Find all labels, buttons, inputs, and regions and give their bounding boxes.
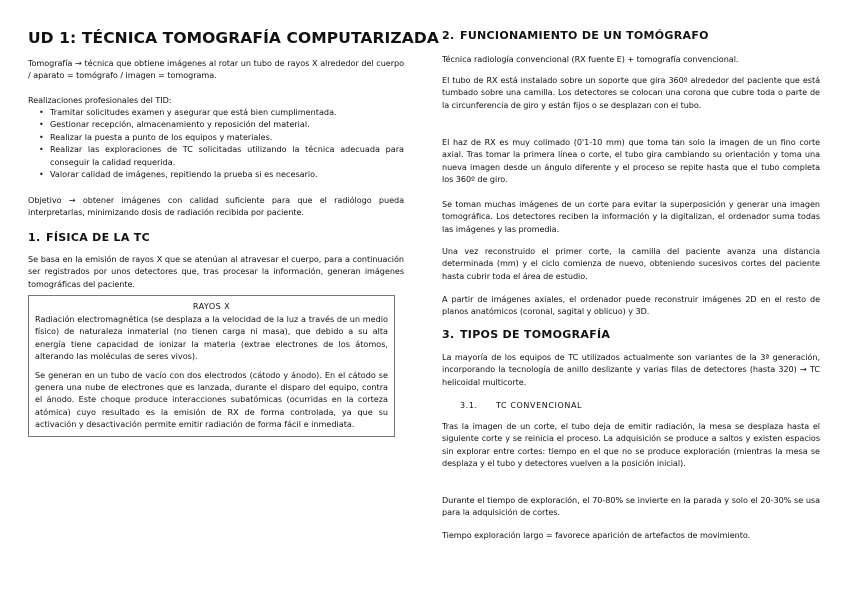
s2-paragraph-4: Se toman muchas imágenes de un corte para evitar la superposición y generar una imagen tomográfica. Los detectores reciben la información y la digitalizan, el ordenador suma todas las imágenes y las promedia. xyxy=(442,199,820,234)
section-title: TIPOS DE TOMOGRAFÍA xyxy=(460,328,611,341)
section-heading-funcionamiento xyxy=(442,29,709,42)
s2-paragraph-5: Una vez reconstruido el primer corte, la camilla del paciente avanza una distancia determinada (mm) y el ciclo comienza de nuevo, obteniendo sucesivos cortes del paciente hasta cubrir toda el área de estudio. xyxy=(442,246,820,281)
s31-paragraph-1: Tras la imagen de un corte, el tubo deja de emitir radiación, la mesa se desplaza hasta el siguiente corte y se reinicia el proceso. La adquisición se produce a saltos y existen espacios sin explorar entre cortes: tiempo en el que no se produce exploración (mientras la mesa se desplaza y el tubo y detectores vuelven a la posición inicial). xyxy=(442,421,820,469)
document-title: UD 1: TÉCNICA TOMOGRAFÍA COMPUTARIZADA xyxy=(28,29,439,47)
section-number: 1. xyxy=(28,231,41,244)
s31-paragraph-2: Durante el tiempo de exploración, el 70-80% se invierte en la parada y solo el 20-30% se usa para la adquisición de cortes. xyxy=(442,495,820,518)
list-item: • Realizar las exploraciones de TC solicitadas utilizando la técnica adecuada para conseguir la calidad requerida. xyxy=(28,143,404,168)
s2-paragraph-2: El tubo de RX está instalado sobre un soporte que gira 360º alrededor del paciente que está tumbado sobre una camilla. Los detectores se colocan una corona que cubre toda o parte de la circunferencia de giro y están fijos o se desplazan con el tubo. xyxy=(442,75,820,110)
section-title: FUNCIONAMIENTO DE UN TOMÓGRAFO xyxy=(460,29,709,42)
section-heading-tipos xyxy=(442,328,610,341)
list-item: • Gestionar recepción, almacenamiento y reposición del material. xyxy=(28,118,404,130)
subsection-title: TC CONVENCIONAL xyxy=(496,401,583,410)
realizaciones-heading: Realizaciones profesionales del TID: xyxy=(28,95,172,105)
rayos-x-box xyxy=(28,295,395,437)
subsection-heading-tc-convencional xyxy=(460,401,582,410)
intro-paragraph: Tomografía → técnica que obtiene imágenes al rotar un tubo de rayos X alrededor del cuerpo / aparato = tomógrafo / imagen = tomograma. xyxy=(28,58,404,81)
subsection-number: 3.1. xyxy=(460,401,478,410)
section-title: FÍSICA DE LA TC xyxy=(46,231,150,244)
section-heading-fisica xyxy=(28,231,150,244)
s3-paragraph-1: La mayoría de los equipos de TC utilizados actualmente son variantes de la 3ª generación, incorporando la tecnología de anillo deslizante y varias filas de detectores (hasta 320) → TC helicoidal multicorte. xyxy=(442,352,820,387)
list-item: • Realizar la puesta a punto de los equipos y materiales. xyxy=(28,131,404,143)
s2-paragraph-1: Técnica radiología convencional (RX fuente E) + tomografía convencional. xyxy=(442,54,739,64)
s2-paragraph-3: El haz de RX es muy colimado (0'1-10 mm) que toma tan solo la imagen de un fino corte axial. Tras tomar la primera línea o corte, el tubo gira cambiando su orientación y toma una nueva imagen desde un ángulo diferente y el proceso se repite hasta que el tubo completa los 360º de giro. xyxy=(442,137,820,185)
section1-paragraph: Se basa en la emisión de rayos X que se atenúan al atravesar el cuerpo, para a continuación ser registrados por unos detectores que, tras procesar la información, generan imágenes tomográficas del paciente. xyxy=(28,254,404,289)
list-item: • Valorar calidad de imágenes, repitiendo la prueba si es necesario. xyxy=(28,168,404,180)
box-title: RAYOS X xyxy=(192,301,231,311)
objetivo-paragraph: Objetivo → obtener imágenes con calidad suficiente para que el radiólogo pueda interpretarlas, minimizando dosis de radiación recibida por paciente. xyxy=(28,195,404,218)
realizaciones-list xyxy=(28,106,404,180)
s2-paragraph-6: A partir de imágenes axiales, el ordenador puede reconstruir imágenes 2D en el resto de planos anatómicos (coronal, sagital y oblicuo) y 3D. xyxy=(442,294,820,317)
section-number: 3. xyxy=(442,328,455,341)
section-number: 2. xyxy=(442,29,455,42)
list-item: • Tramitar solicitudes examen y asegurar que está bien cumplimentada. xyxy=(28,106,404,118)
box-paragraph-2: Se generan en un tubo de vacío con dos electrodos (cátodo y ánodo). En el cátodo se genera una nube de electrones que es lanzada, durante el disparo del equipo, contra el ánodo. Este choque produce interacciones subatómicas (ocurridas en la corteza atómica) cuyo resultado es la emisión de RX de forma controlada, ya que su activación y desactivación permite emitir radiación de forma fácil e inmediata. xyxy=(35,369,388,430)
s31-paragraph-3: Tiempo exploración largo = favorece aparición de artefactos de movimiento. xyxy=(442,530,751,540)
box-paragraph-1: Radiación electromagnética (se desplaza a la velocidad de la luz a través de un medio físico) de naturaleza inmaterial (no tienen carga ni masa), que debido a su alta energía tiene capacidad de ionizar la materia (extrae electrones de los átomos, alterando las moléculas de seres vivos). xyxy=(35,314,388,362)
